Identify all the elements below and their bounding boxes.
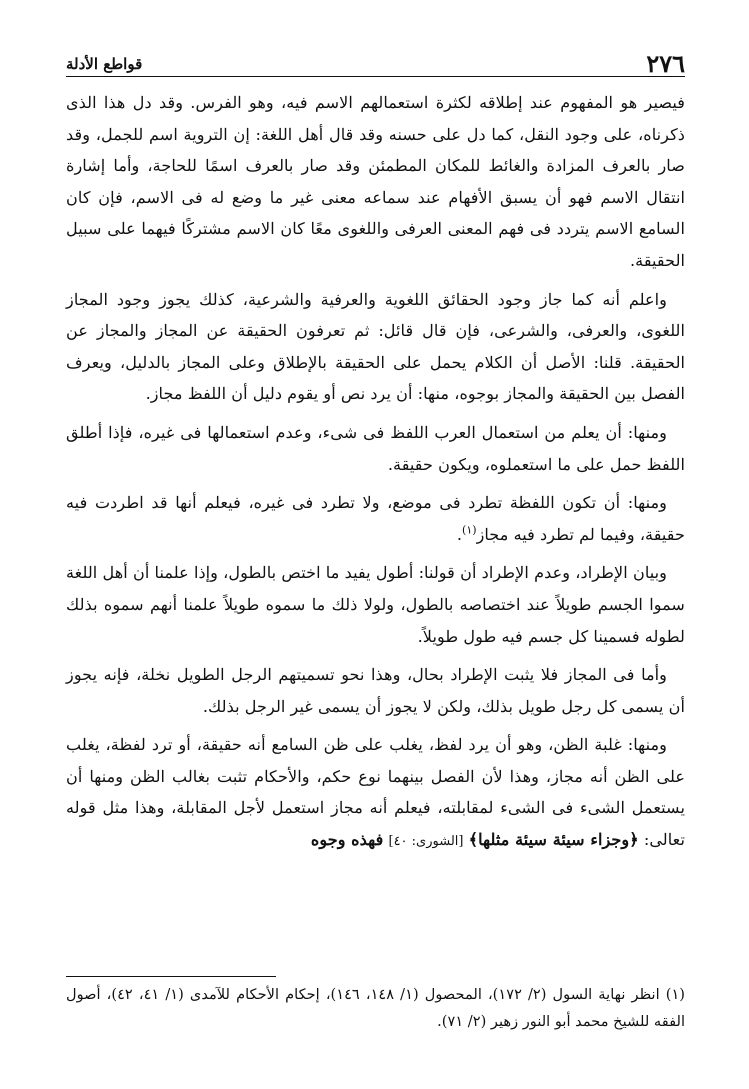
paragraph bbox=[66, 417, 685, 480]
footnotes bbox=[66, 976, 685, 1035]
paragraph bbox=[66, 284, 685, 410]
footnote-reference[interactable]: (١) bbox=[462, 523, 477, 537]
paragraph-text: ومنها: أن تكون اللفظة تطرد فى موضع، ولا تطرد فى غيره، فيعلم أنها قد اطردت فيه حقيقة، وفيما لم تطرد فيه مجاز bbox=[66, 493, 685, 544]
paragraph-text: وبيان الإطراد، وعدم الإطراد أن قولنا: أطول يفيد ما اختص بالطول، وإذا علمنا أن أهل اللغة سموا الجسم طويلاً عند اختصاصه بالطول، ولولا ذلك ما سموه طويلاً علمنا أنهم سموه بذلك لطوله فسمينا كل جسم فيه طول طويلاً. bbox=[66, 563, 685, 646]
paragraph bbox=[66, 557, 685, 652]
paragraph-text: ومنها: أن يعلم من استعمال العرب اللفظ فى شىء، وعدم استعمالها فى غيره، فإذا أطلق اللفظ حمل على ما استعملوه، ويكون حقيقة. bbox=[66, 422, 685, 474]
footnote-1: (١) انظر نهاية السول (٢/ ١٧٢)، المحصول (١/ ١٤٨، ١٤٦)، إحكام الأحكام للآمدى (١/ ٤١، ٤٢)، أصول الفقه للشيخ محمد أبو النور زهير (٢/ ٧١). bbox=[66, 986, 685, 1030]
paragraph bbox=[66, 659, 685, 722]
page-number: ٢٧٦ bbox=[646, 49, 685, 78]
paragraph-text: فيصير هو المفهوم عند إطلاقه لكثرة استعمالهم الاسم فيه، وهو الفرس. وقد دل هذا الذى ذكرناه، على وجود النقل، كما دل على حسنه وقد قال أهل اللغة: إن التروية اسم للجمل، وقد صار بالعرف المزادة والغائط للمكان المطمئن وقد صار بالعرف اسمًا للحاجة، وأما إشارة انتقال الاسم فهو أن يسبق الأفهام عند سماعه معنى غير ما وضع له فى الاسم، فإن كان السامع الاسم يتردد فى فهم المعنى العرفى واللغوى معًا كان الاسم مشتركًا فيهما على سبيل الحقيقة. bbox=[66, 93, 685, 270]
verse-citation: [الشورى: ٤٠] bbox=[388, 834, 464, 850]
paragraph-text: واعلم أنه كما جاز وجود الحقائق اللغوية والعرفية والشرعية، كذلك يجوز وجود المجاز اللغوى، والعرفى، والشرعى، فإن قال قائل: ثم تعرفون الحقيقة عن المجاز والمجاز عن الحقيقة. قلنا: الأصل أن الكلام يحمل على الحقيقة بالإطلاق وعلى المجاز بالدليل، ويعرف الفصل بين الحقيقة والمجاز بوجوه، منها: أن يرد نص أو يقوم دليل أن اللفظ مجاز. bbox=[66, 289, 685, 404]
footnote-divider bbox=[66, 976, 276, 977]
paragraph-text: ومنها: غلبة الظن، وهو أن يرد لفظ، يغلب على ظن السامع أنه حقيقة، أو ترد لفظة، يغلب على الظن أنه مجاز، وهذا لأن الفصل بينهما نوع حكم، والأحكام تثبت بغالب الظن ومنها أن يستعمل الشىء فى الشىء لمقابلته، فيعلم أنه مجاز استعمل لأجل المقابلة، وهذا مثل قوله تعالى: bbox=[66, 735, 685, 850]
quran-verse: ﴿وجزاء سيئة سيئة مثلها﴾ bbox=[468, 830, 639, 850]
paragraph-text: وأما فى المجاز فلا يثبت الإطراد بحال، وهذا نحو تسميتهم الرجل الطويل نخلة، فإنه يجوز أن يسمى كل رجل طويل بذلك، ولكن لا يجوز أن يسمى غير الرجل بذلك. bbox=[66, 665, 685, 716]
paragraph: ومنها: أن تكون اللفظة تطرد فى موضع، ولا تطرد فى غيره، فيعلم أنها قد اطردت فيه حقيقة، وفيما لم تطرد فيه مجاز$^{(١)}$. bbox=[66, 493, 685, 544]
page-header bbox=[66, 42, 685, 77]
paragraph bbox=[66, 729, 685, 857]
paragraph bbox=[66, 87, 685, 277]
main-text bbox=[66, 87, 685, 858]
running-title: قواطع الأدلة bbox=[66, 55, 143, 73]
paragraph-continuation: فهذه وجوه bbox=[310, 830, 384, 850]
